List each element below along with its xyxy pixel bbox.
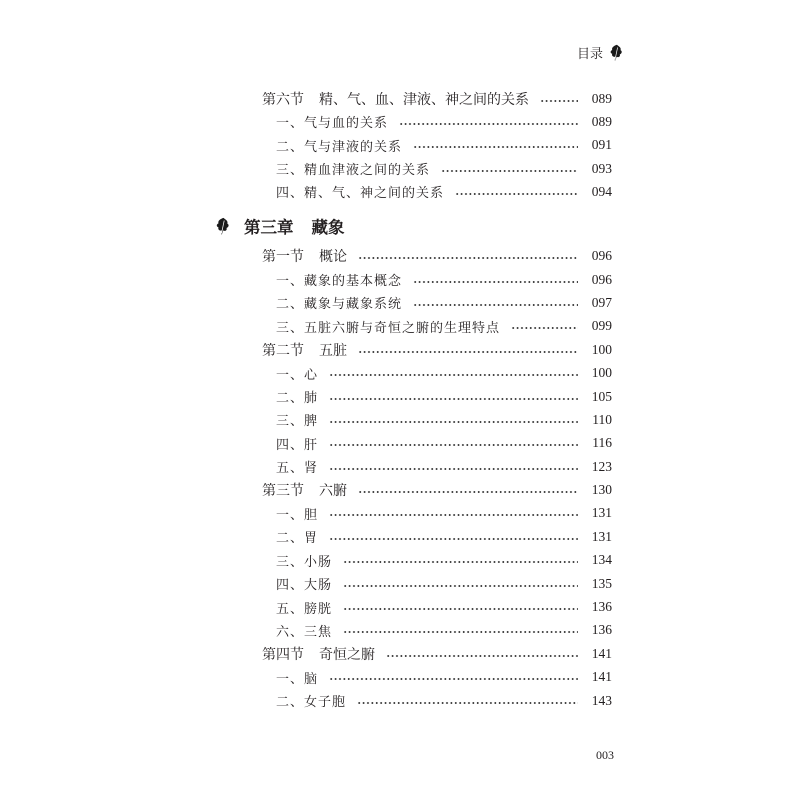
page-number: 131 (591, 505, 612, 521)
section-title: 概论 (319, 249, 347, 266)
dot-leader (399, 121, 578, 127)
toc-item (262, 455, 612, 478)
dot-leader (343, 559, 578, 565)
item-title: 四、大肠 (276, 578, 333, 594)
page-number: 100 (591, 341, 612, 357)
toc-section (262, 642, 612, 665)
page-number: 131 (591, 528, 612, 544)
item-title: 一、气与血的关系 (276, 116, 389, 132)
page-number: 136 (591, 622, 612, 638)
page-number: 136 (591, 599, 612, 615)
page-number: 141 (591, 645, 612, 661)
item-title: 五、肾 (276, 461, 319, 477)
toc-section (262, 478, 612, 501)
item-title: 二、胃 (276, 531, 319, 547)
dot-leader (329, 442, 578, 448)
page-number: 130 (591, 482, 612, 498)
toc-item (262, 408, 612, 431)
dot-leader (358, 489, 578, 495)
item-title: 一、胆 (276, 507, 319, 523)
page-number: 141 (591, 669, 612, 685)
section-title: 精、气、血、津液、神之间的关系 (319, 91, 529, 108)
leaf-icon (215, 217, 230, 235)
toc-section (262, 338, 612, 361)
item-title: 一、心 (276, 367, 319, 383)
page-number: 097 (591, 294, 612, 310)
page-number: 105 (591, 388, 612, 404)
toc-section (262, 245, 612, 268)
toc-item (262, 361, 612, 384)
dot-leader (386, 653, 578, 659)
chapter-title: 藏象 (311, 218, 345, 237)
toc-previous-chapter (262, 87, 612, 203)
section-title: 奇恒之腑 (319, 646, 375, 663)
dot-leader (511, 325, 578, 331)
toc-item (262, 110, 612, 133)
item-title: 二、气与津液的关系 (276, 139, 403, 155)
dot-leader (540, 98, 578, 104)
toc-section (262, 87, 612, 110)
toc-item (262, 666, 612, 689)
page-number: 096 (591, 248, 612, 264)
dot-leader (343, 629, 578, 635)
dot-leader (329, 536, 578, 542)
page-number: 116 (592, 435, 612, 451)
toc-item (262, 157, 612, 180)
dot-leader (413, 302, 578, 308)
dot-leader (413, 144, 578, 150)
dot-leader (358, 255, 578, 261)
item-title: 二、藏象与藏象系统 (276, 297, 403, 313)
chapter-heading (215, 213, 345, 239)
item-title: 一、藏象的基本概念 (276, 274, 403, 290)
page-number: 096 (591, 271, 612, 287)
toc-item (262, 619, 612, 642)
page-number: 093 (591, 160, 612, 176)
item-title: 五、膀胱 (276, 601, 333, 617)
page-number: 091 (591, 137, 612, 153)
section-label: 第六节 (262, 91, 304, 108)
toc-item (262, 525, 612, 548)
dot-leader (329, 512, 578, 518)
dot-leader (343, 583, 578, 589)
toc-item (262, 549, 612, 572)
item-title: 二、肺 (276, 391, 319, 407)
item-title: 四、肝 (276, 437, 319, 453)
toc-item (262, 432, 612, 455)
toc-item (262, 268, 612, 291)
section-label: 第二节 (262, 342, 304, 359)
page-number: 089 (591, 113, 612, 129)
section-label: 第四节 (262, 646, 304, 663)
item-title: 六、三焦 (276, 624, 333, 640)
item-title: 三、小肠 (276, 554, 333, 570)
dot-leader (329, 372, 578, 378)
page-number: 143 (591, 692, 612, 708)
page-number: 134 (591, 552, 612, 568)
item-title: 四、精、气、神之间的关系 (276, 186, 445, 202)
dot-leader (329, 466, 578, 472)
leaf-icon (609, 44, 623, 61)
running-header (577, 43, 623, 62)
section-title: 六腑 (319, 483, 347, 500)
dot-leader (329, 419, 578, 425)
page-number: 094 (591, 183, 612, 199)
header-title: 目录 (577, 47, 604, 62)
dot-leader (455, 191, 578, 197)
dot-leader (358, 349, 578, 355)
section-title: 五脏 (319, 342, 347, 359)
item-title: 三、精血津液之间的关系 (276, 163, 431, 179)
dot-leader (413, 279, 578, 285)
dot-leader (357, 700, 578, 706)
page-number: 135 (591, 575, 612, 591)
toc-item (262, 291, 612, 314)
page-number: 110 (592, 411, 612, 427)
folio-page-number: 003 (596, 748, 614, 762)
toc-item (262, 595, 612, 618)
item-title: 二、女子胞 (276, 695, 347, 711)
item-title: 一、脑 (276, 671, 319, 687)
chapter-label: 第三章 (244, 218, 294, 237)
section-label: 第三节 (262, 483, 304, 500)
toc-item (262, 572, 612, 595)
page-number: 099 (591, 318, 612, 334)
toc-item (262, 385, 612, 408)
dot-leader (343, 606, 578, 612)
toc-chapter-entries (262, 245, 612, 713)
toc-item (262, 689, 612, 712)
toc-item (262, 134, 612, 157)
dot-leader (441, 168, 578, 174)
dot-leader (329, 396, 578, 402)
item-title: 三、脾 (276, 414, 319, 430)
dot-leader (329, 676, 578, 682)
toc-item (262, 180, 612, 203)
page-number: 089 (591, 90, 612, 106)
item-title: 三、五脏六腑与奇恒之腑的生理特点 (276, 320, 501, 336)
section-label: 第一节 (262, 249, 304, 266)
toc-item (262, 315, 612, 338)
page-number: 123 (591, 458, 612, 474)
toc-item (262, 502, 612, 525)
page-number: 100 (591, 365, 612, 381)
